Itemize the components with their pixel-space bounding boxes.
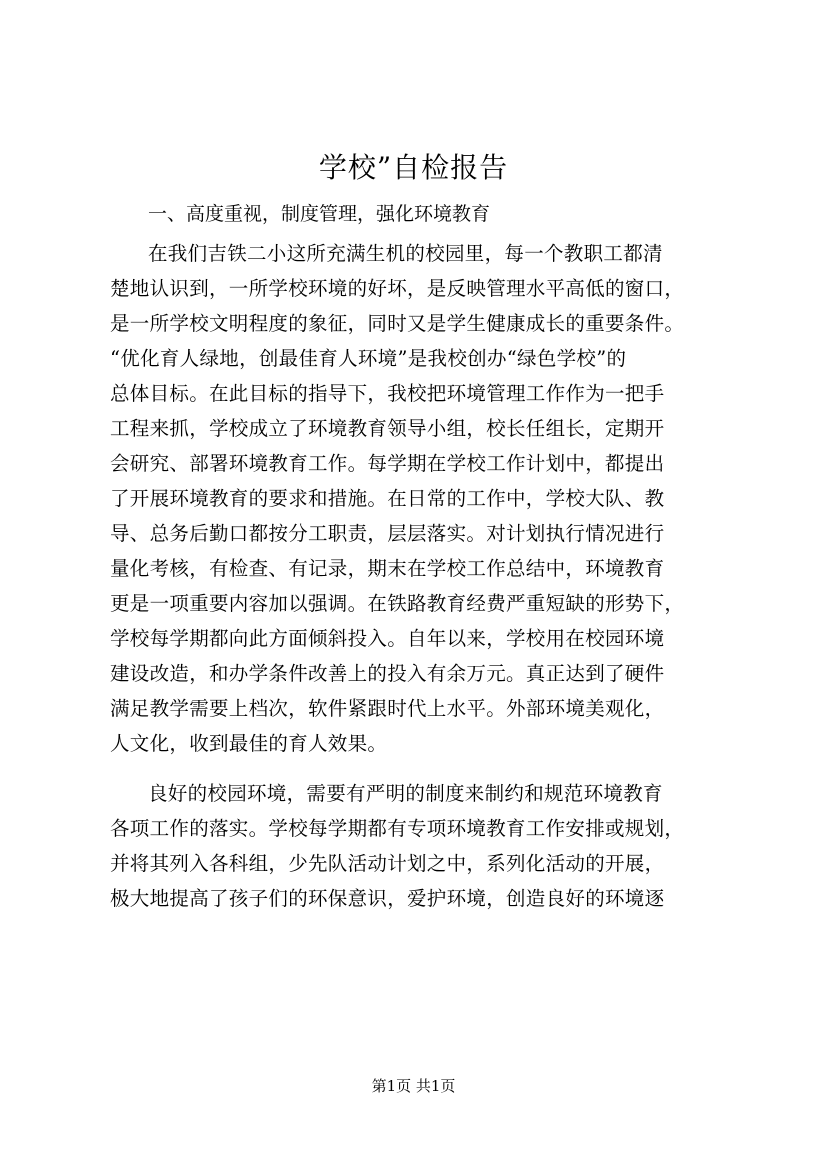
text-line: 人文化，收到最佳的育人效果。 [110,732,388,755]
text-line: “优化育人绿地，创最佳育人环境”是我校创办“绿色学校”的 [110,347,627,370]
paragraph-1 [110,236,730,761]
text-line: 学校每学期都向此方面倾斜投入。自年以来，学校用在校园环境 [110,627,665,650]
page-footer: 第1页 共1页 [371,1077,456,1095]
text-line: 良好的校园环境，需要有严明的制度来制约和规范环境教育 [148,782,663,805]
text-line: 各项工作的落实。学校每学期都有专项环境教育工作安排或规划， [110,817,685,840]
section-heading: 一、高度重视，制度管理，强化环境教育 [148,203,491,225]
document-title: 学校”自检报告 [318,151,509,184]
document-body [110,236,730,916]
text-line: 导、总务后勤口都按分工职责，层层落实。对计划执行情况进行 [110,522,665,545]
paragraph-gap [110,761,730,776]
text-line: 在我们吉铁二小这所充满生机的校园里，每一个教职工都清 [148,242,663,265]
text-line: 总体目标。在此目标的指导下，我校把环境管理工作作为一把手 [110,382,665,405]
text-line: 量化考核，有检查、有记录，期末在学校工作总结中，环境教育 [110,557,665,580]
text-line: 更是一项重要内容加以强调。在铁路教育经费严重短缺的形势下， [110,592,685,615]
text-line: 建设改造，和办学条件改善上的投入有余万元。真正达到了硬件 [110,662,665,685]
text-line: 是一所学校文明程度的象征，同时又是学生健康成长的重要条件。 [110,312,685,335]
text-line: 会研究、部署环境教育工作。每学期在学校工作计划中，都提出 [110,452,665,475]
text-line: 楚地认识到，一所学校环境的好坏，是反映管理水平高低的窗口， [110,277,685,300]
text-line: 并将其列入各科组，少先队活动计划之中，系列化活动的开展， [110,852,665,875]
text-line: 满足教学需要上档次，软件紧跟时代上水平。外部环境美观化， [110,697,665,720]
text-line: 了开展环境教育的要求和措施。在日常的工作中，学校大队、教 [110,487,665,510]
text-line: 工程来抓，学校成立了环境教育领导小组，校长任组长，定期开 [110,417,665,440]
text-line: 极大地提高了孩子们的环保意识，爱护环境，创造良好的环境逐 [110,887,665,910]
paragraph-2 [110,776,730,916]
